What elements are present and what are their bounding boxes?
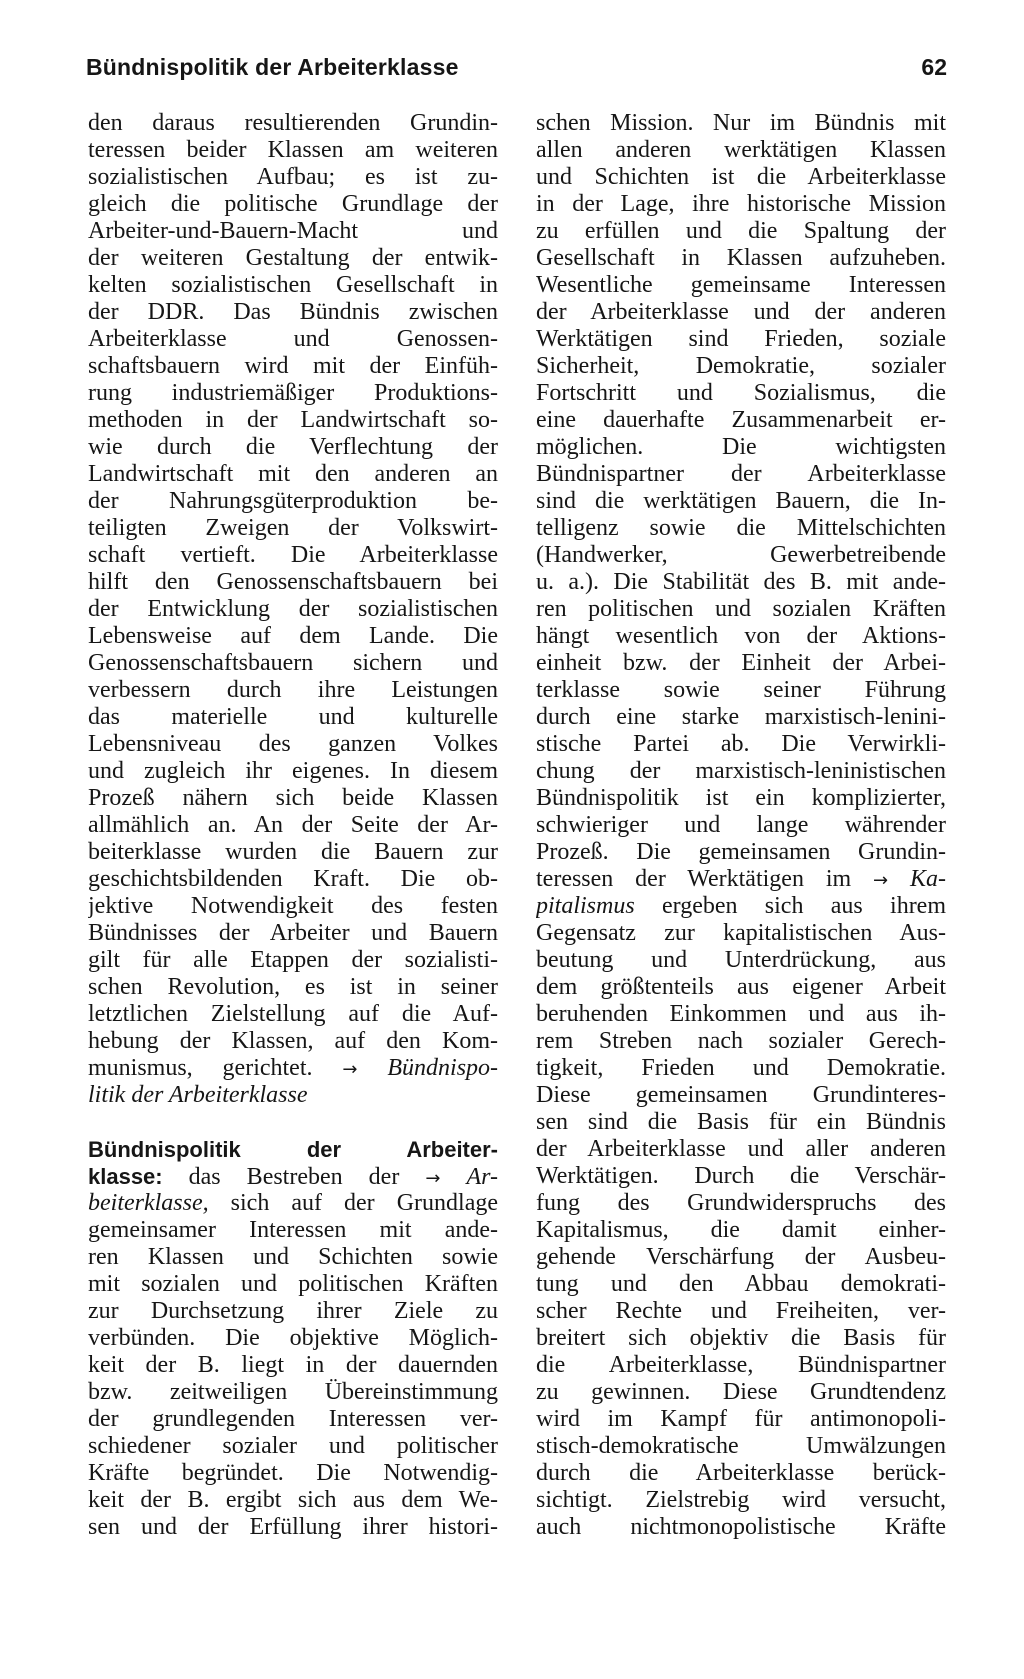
text-line: hängt wesentlich von der Aktions-: [536, 623, 946, 649]
text-line: Bündnisses der Arbeiter und Bauern: [88, 920, 498, 946]
text-line: und Schichten ist die Arbeiterklasse: [536, 164, 946, 190]
text-line: allmählich an. An der Seite der Ar-: [88, 812, 498, 838]
text-line: [88, 1190, 498, 1217]
text-line: [88, 1082, 498, 1109]
text-line: einheit bzw. der Einheit der Arbei-: [536, 650, 946, 676]
entry-head-line: [88, 1136, 498, 1163]
paragraph-gap: [88, 1109, 498, 1136]
text-line: Sicherheit, Demokratie, sozialer: [536, 353, 946, 379]
text-line: beiterklasse wurden die Bauern zur: [88, 839, 498, 865]
text-line: eine dauerhafte Zusammenarbeit er-: [536, 407, 946, 433]
left-paragraph-1: [88, 110, 498, 1055]
text-line: Arbeiter-und-Bauern-Macht und: [88, 218, 498, 244]
text-line: Gesellschaft in Klassen aufzuheben.: [536, 245, 946, 271]
cross-reference-arrow-icon: →: [873, 870, 889, 891]
line-text: teressen der Werktätigen im: [536, 866, 852, 892]
text-line: keit der B. ergibt sich aus dem We-: [88, 1487, 498, 1513]
text-line: verbünden. Die objektive Möglich-: [88, 1325, 498, 1351]
text-line: Bündnispolitik ist ein komplizierter,: [536, 785, 946, 811]
text-line: die Arbeiterklasse, Bündnispartner: [536, 1352, 946, 1378]
left-column: [88, 110, 498, 1541]
text-line: möglichen. Die wichtigsten: [536, 434, 946, 460]
text-line: auch nichtmonopolistische Kräfte: [536, 1514, 946, 1540]
text-line: teiligten Zweigen der Volkswirt-: [88, 515, 498, 541]
line-text: ergeben sich aus ihrem: [661, 893, 946, 919]
text-line: durch eine starke marxistisch-lenini-: [536, 704, 946, 730]
line-text: munismus, gerichtet.: [88, 1055, 313, 1081]
text-line: dem größtenteils aus eigener Arbeit: [536, 974, 946, 1000]
cross-reference-arrow-icon: →: [342, 1059, 358, 1080]
text-line: Arbeiterklasse und Genossen-: [88, 326, 498, 352]
text-line: Prozeß. Die gemeinsamen Grundin-: [536, 839, 946, 865]
text-line: gemeinsamer Interessen mit ande-: [88, 1217, 498, 1243]
right-column: [536, 110, 946, 1541]
text-line: durch die Arbeiterklasse berück-: [536, 1460, 946, 1486]
text-line: und zugleich ihr eigenes. In diesem: [88, 758, 498, 784]
text-line: geschichtsbildenden Kraft. Die ob-: [88, 866, 498, 892]
cross-reference-arrow-icon: →: [425, 1168, 441, 1189]
text-line: kelten sozialistischen Gesellschaft in: [88, 272, 498, 298]
text-line: schwieriger und lange währender: [536, 812, 946, 838]
text-line: hilft den Genossenschaftsbauern bei: [88, 569, 498, 595]
text-line: Bündnispartner der Arbeiterklasse: [536, 461, 946, 487]
text-line: schaft vertieft. Die Arbeiterklasse: [88, 542, 498, 568]
text-line: tung und den Abbau demokrati-: [536, 1271, 946, 1297]
text-line: tigkeit, Frieden und Demokratie.: [536, 1055, 946, 1081]
text-line: Landwirtschaft mit den anderen an: [88, 461, 498, 487]
text-line: gehende Verschärfung der Ausbeu-: [536, 1244, 946, 1270]
text-line: der Entwicklung der sozialistischen: [88, 596, 498, 622]
text-line: [88, 1055, 498, 1082]
text-line: Prozeß nähern sich beide Klassen: [88, 785, 498, 811]
text-line: Werktätigen sind Frieden, soziale: [536, 326, 946, 352]
text-line: schiedener sozialer und politischer: [88, 1433, 498, 1459]
line-text: das Bestreben der: [188, 1164, 400, 1190]
text-line: das materielle und kulturelle: [88, 704, 498, 730]
text-line: [536, 866, 946, 893]
page-number: 62: [921, 54, 947, 80]
text-line: (Handwerker, Gewerbetreibende: [536, 542, 946, 568]
text-line: Kräfte begründet. Die Notwendig-: [88, 1460, 498, 1486]
text-line: Lebensweise auf dem Lande. Die: [88, 623, 498, 649]
text-line: wird im Kampf für antimonopoli-: [536, 1406, 946, 1432]
line-text: sich auf der Grundlage: [230, 1190, 498, 1216]
text-line: zu erfüllen und die Spaltung der: [536, 218, 946, 244]
text-line: fung des Grundwiderspruchs des: [536, 1190, 946, 1216]
text-line: scher Rechte und Freiheiten, ver-: [536, 1298, 946, 1324]
text-line: wie durch die Verflechtung der: [88, 434, 498, 460]
text-line: [536, 893, 946, 920]
text-line: chung der marxistisch-leninistischen: [536, 758, 946, 784]
text-line: telligenz sowie die Mittelschichten: [536, 515, 946, 541]
text-line: beutung und Unterdrückung, aus: [536, 947, 946, 973]
text-line: sen und der Erfüllung ihrer histori-: [88, 1514, 498, 1540]
text-line: der Arbeiterklasse und der anderen: [536, 299, 946, 325]
text-line: stisch-demokratische Umwälzungen: [536, 1433, 946, 1459]
text-line: Gegensatz zur kapitalistischen Aus-: [536, 920, 946, 946]
text-line: [88, 1163, 498, 1190]
text-line: zu gewinnen. Diese Grundtendenz: [536, 1379, 946, 1405]
cross-reference[interactable]: Ka-: [910, 866, 946, 892]
entry-term: Bündnispolitik der Arbeiter-: [88, 1137, 498, 1162]
page-header: [86, 54, 947, 90]
cross-reference[interactable]: Ar-: [466, 1164, 498, 1190]
text-line: rung industriemäßiger Produktions-: [88, 380, 498, 406]
cross-reference[interactable]: Bündnispo-: [387, 1055, 498, 1081]
text-line: bzw. zeitweiligen Übereinstimmung: [88, 1379, 498, 1405]
cross-reference[interactable]: pitalismus: [536, 893, 635, 919]
text-line: Lebensniveau des ganzen Volkes: [88, 731, 498, 757]
running-head: Bündnispolitik der Arbeiterklasse: [86, 54, 459, 80]
right-paragraph-part-2: [536, 920, 946, 1541]
left-paragraph-2: [88, 1217, 498, 1541]
text-line: schen Mission. Nur im Bündnis mit: [536, 110, 946, 136]
text-line: Fortschritt und Sozialismus, die: [536, 380, 946, 406]
text-line: Genossenschaftsbauern sichern und: [88, 650, 498, 676]
cross-reference[interactable]: beiterklasse,: [88, 1190, 209, 1216]
text-line: rem Streben nach sozialer Gerech-: [536, 1028, 946, 1054]
text-line: stische Partei ab. Die Verwirkli-: [536, 731, 946, 757]
entry-term: klasse:: [88, 1164, 163, 1189]
text-line: methoden in der Landwirtschaft so-: [88, 407, 498, 433]
text-line: der weiteren Gestaltung der entwik-: [88, 245, 498, 271]
text-line: beruhenden Einkommen und aus ih-: [536, 1001, 946, 1027]
text-line: der DDR. Das Bündnis zwischen: [88, 299, 498, 325]
text-line: verbessern durch ihre Leistungen: [88, 677, 498, 703]
text-line: Diese gemeinsamen Grundinteres-: [536, 1082, 946, 1108]
right-paragraph-part-1: [536, 110, 946, 866]
text-line: Kapitalismus, die damit einher-: [536, 1217, 946, 1243]
text-line: u. a.). Die Stabilität des B. mit ande-: [536, 569, 946, 595]
text-line: teressen beider Klassen am weiteren: [88, 137, 498, 163]
text-line: der grundlegenden Interessen ver-: [88, 1406, 498, 1432]
text-line: sen sind die Basis für ein Bündnis: [536, 1109, 946, 1135]
text-line: Werktätigen. Durch die Verschär-: [536, 1163, 946, 1189]
text-line: Wesentliche gemeinsame Interessen: [536, 272, 946, 298]
text-line: zur Durchsetzung ihrer Ziele zu: [88, 1298, 498, 1324]
text-line: mit sozialen und politischen Kräften: [88, 1271, 498, 1297]
text-line: hebung der Klassen, auf den Kom-: [88, 1028, 498, 1054]
text-line: keit der B. liegt in der dauernden: [88, 1352, 498, 1378]
cross-reference[interactable]: litik der Arbeiterklasse: [88, 1082, 308, 1108]
text-line: sind die werktätigen Bauern, die In-: [536, 488, 946, 514]
text-line: gilt für alle Etappen der sozialisti-: [88, 947, 498, 973]
text-line: terklasse sowie seiner Führung: [536, 677, 946, 703]
text-line: der Arbeiterklasse und aller anderen: [536, 1136, 946, 1162]
text-line: schen Revolution, es ist in seiner: [88, 974, 498, 1000]
text-line: jektive Notwendigkeit des festen: [88, 893, 498, 919]
text-line: ren Klassen und Schichten sowie: [88, 1244, 498, 1270]
text-line: den daraus resultierenden Grundin-: [88, 110, 498, 136]
text-line: in der Lage, ihre historische Mission: [536, 191, 946, 217]
text-line: letztlichen Zielstellung auf die Auf-: [88, 1001, 498, 1027]
text-line: breitert sich objektiv die Basis für: [536, 1325, 946, 1351]
text-line: sichtigt. Zielstrebig wird versucht,: [536, 1487, 946, 1513]
text-line: gleich die politische Grundlage der: [88, 191, 498, 217]
text-line: allen anderen werktätigen Klassen: [536, 137, 946, 163]
text-line: schaftsbauern wird mit der Einfüh-: [88, 353, 498, 379]
text-line: sozialistischen Aufbau; es ist zu-: [88, 164, 498, 190]
text-line: ren politischen und sozialen Kräften: [536, 596, 946, 622]
text-line: der Nahrungsgüterproduktion be-: [88, 488, 498, 514]
